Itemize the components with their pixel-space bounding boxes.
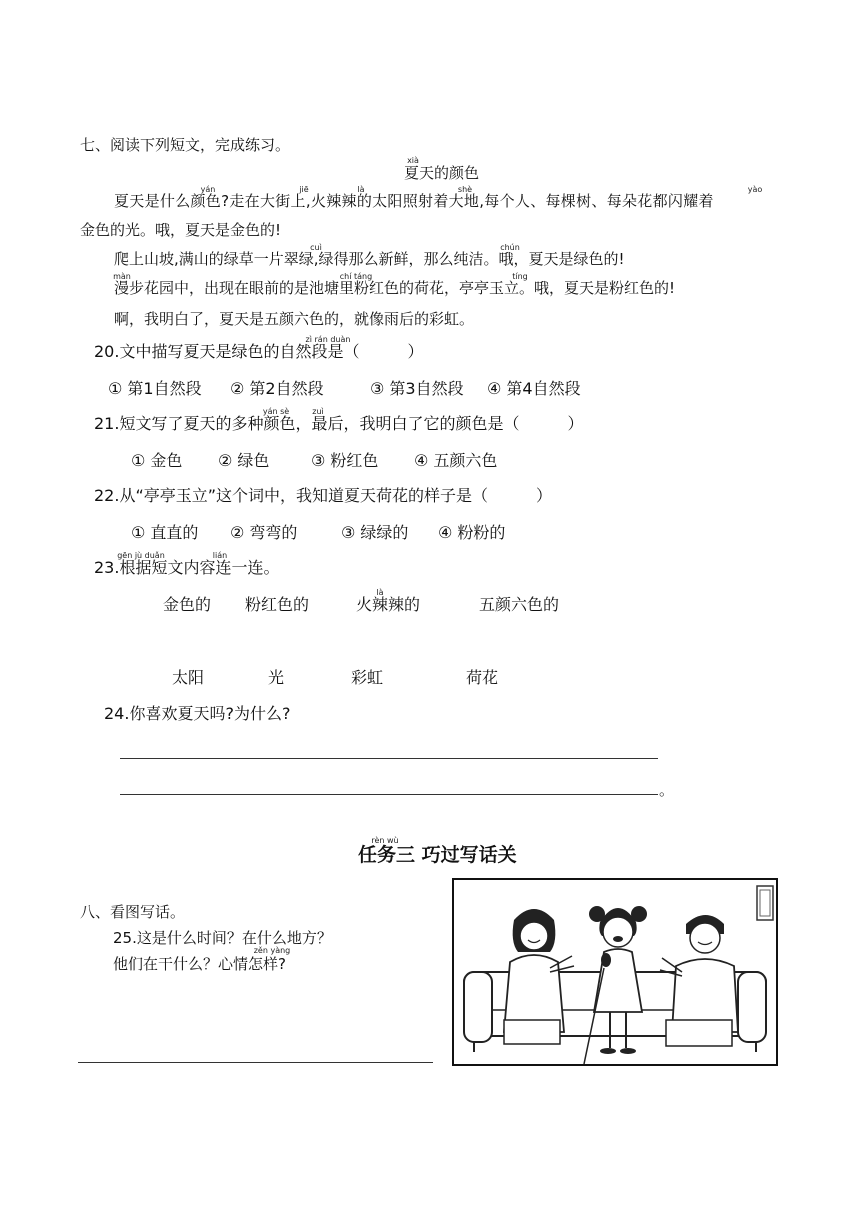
pinyin: zì rán duàn — [305, 335, 351, 344]
pinyin: tíng — [512, 272, 528, 281]
q20-option-4: ④ 第4自然段 — [487, 379, 581, 398]
match-bottom-item[interactable]: 太阳 — [172, 668, 205, 687]
paragraph-1-line-2: 金色的光。哦，夏天是金色的! — [80, 221, 282, 239]
pinyin: cuì — [310, 243, 322, 252]
illustration-drawing — [454, 880, 776, 1064]
q22-option-4: ④ 粉粉的 — [438, 523, 506, 542]
match-top-item[interactable]: 金色的 — [163, 595, 212, 614]
question-25-line-1: 25.这是什么时间？在什么地方？ — [113, 929, 332, 947]
pinyin: chún — [500, 243, 520, 252]
q21-option-4: ④ 五颜六色 — [414, 451, 498, 470]
pinyin: màn — [113, 272, 131, 281]
question-21: 21.短文写了夏天的多种颜色，最后，我明白了它的颜色是（ ） — [94, 414, 584, 433]
match-bottom-item[interactable]: 光 — [268, 668, 285, 687]
section-8-title: 八、看图写话。 — [80, 903, 186, 921]
pinyin: là — [357, 185, 365, 194]
q21-option-2: ② 绿色 — [218, 451, 270, 470]
paragraph-1-line-1: 夏天是什么颜色?走在大街上,火辣辣的太阳照射着大地,每个人、每棵树、每朵花都闪耀着 — [114, 192, 714, 210]
match-bottom-item[interactable]: 彩虹 — [351, 668, 384, 687]
q22-option-3: ③ 绿绿的 — [341, 523, 409, 542]
pinyin: yán sè — [262, 407, 290, 416]
q20-option-1: ① 第1自然段 — [108, 379, 202, 398]
q21-option-1: ① 金色 — [131, 451, 183, 470]
pinyin: lián — [212, 551, 228, 560]
answer-line[interactable] — [120, 794, 658, 795]
passage-title: 夏天的颜色 — [404, 164, 480, 182]
pinyin: chí táng — [339, 272, 373, 281]
answer-line[interactable] — [120, 758, 658, 759]
pinyin: zuì — [312, 407, 324, 416]
question-22: 22.从“亭亭玉立”这个词中，我知道夏天荷花的样子是（ ） — [94, 486, 553, 505]
family-singing-illustration — [452, 878, 778, 1066]
q22-option-1: ① 直直的 — [131, 523, 199, 542]
paragraph-2: 爬上山坡,满山的绿草一片翠绿,绿得那么新鲜，那么纯洁。哦，夏天是绿色的! — [114, 250, 625, 268]
question-25-line-2: 他们在干什么？心情怎样? — [113, 955, 286, 973]
pinyin: xià — [407, 156, 419, 165]
task-3-heading: 任务三 巧过写话关 — [358, 844, 517, 866]
q22-option-2: ② 弯弯的 — [230, 523, 298, 542]
pinyin: yán — [200, 185, 216, 194]
q21-option-3: ③ 粉红色 — [311, 451, 379, 470]
pinyin: shè — [457, 185, 473, 194]
match-top-item[interactable]: 五颜六色的 — [479, 595, 560, 614]
question-23: 23.根据短文内容连一连。 — [94, 558, 280, 577]
pinyin: zěn yàng — [253, 946, 291, 955]
match-bottom-item[interactable]: 荷花 — [466, 668, 499, 687]
match-top-item[interactable]: 粉红色的 — [245, 595, 310, 614]
section-7-title: 七、阅读下列短文，完成练习。 — [80, 136, 291, 154]
paragraph-4: 啊，我明白了，夏天是五颜六色的，就像雨后的彩虹。 — [114, 310, 475, 328]
pinyin: gēn jù duǎn — [117, 551, 165, 560]
paragraph-3: 漫步花园中，出现在眼前的是池塘里粉红色的荷花，亭亭玉立。哦，夏天是粉红色的! — [114, 279, 676, 297]
pinyin: jiē — [299, 185, 309, 194]
question-24: 24.你喜欢夏天吗?为什么? — [104, 704, 291, 723]
full-stop: 。 — [659, 781, 675, 799]
pinyin: là — [376, 588, 384, 597]
q20-option-2: ② 第2自然段 — [230, 379, 324, 398]
answer-line[interactable] — [78, 1062, 433, 1063]
pinyin: rèn wù — [371, 836, 399, 845]
q20-option-3: ③ 第3自然段 — [370, 379, 464, 398]
question-20: 20.文中描写夏天是绿色的自然段是（ ） — [94, 342, 424, 361]
match-top-item[interactable]: 火辣辣的 — [356, 595, 421, 614]
pinyin: yào — [747, 185, 763, 194]
